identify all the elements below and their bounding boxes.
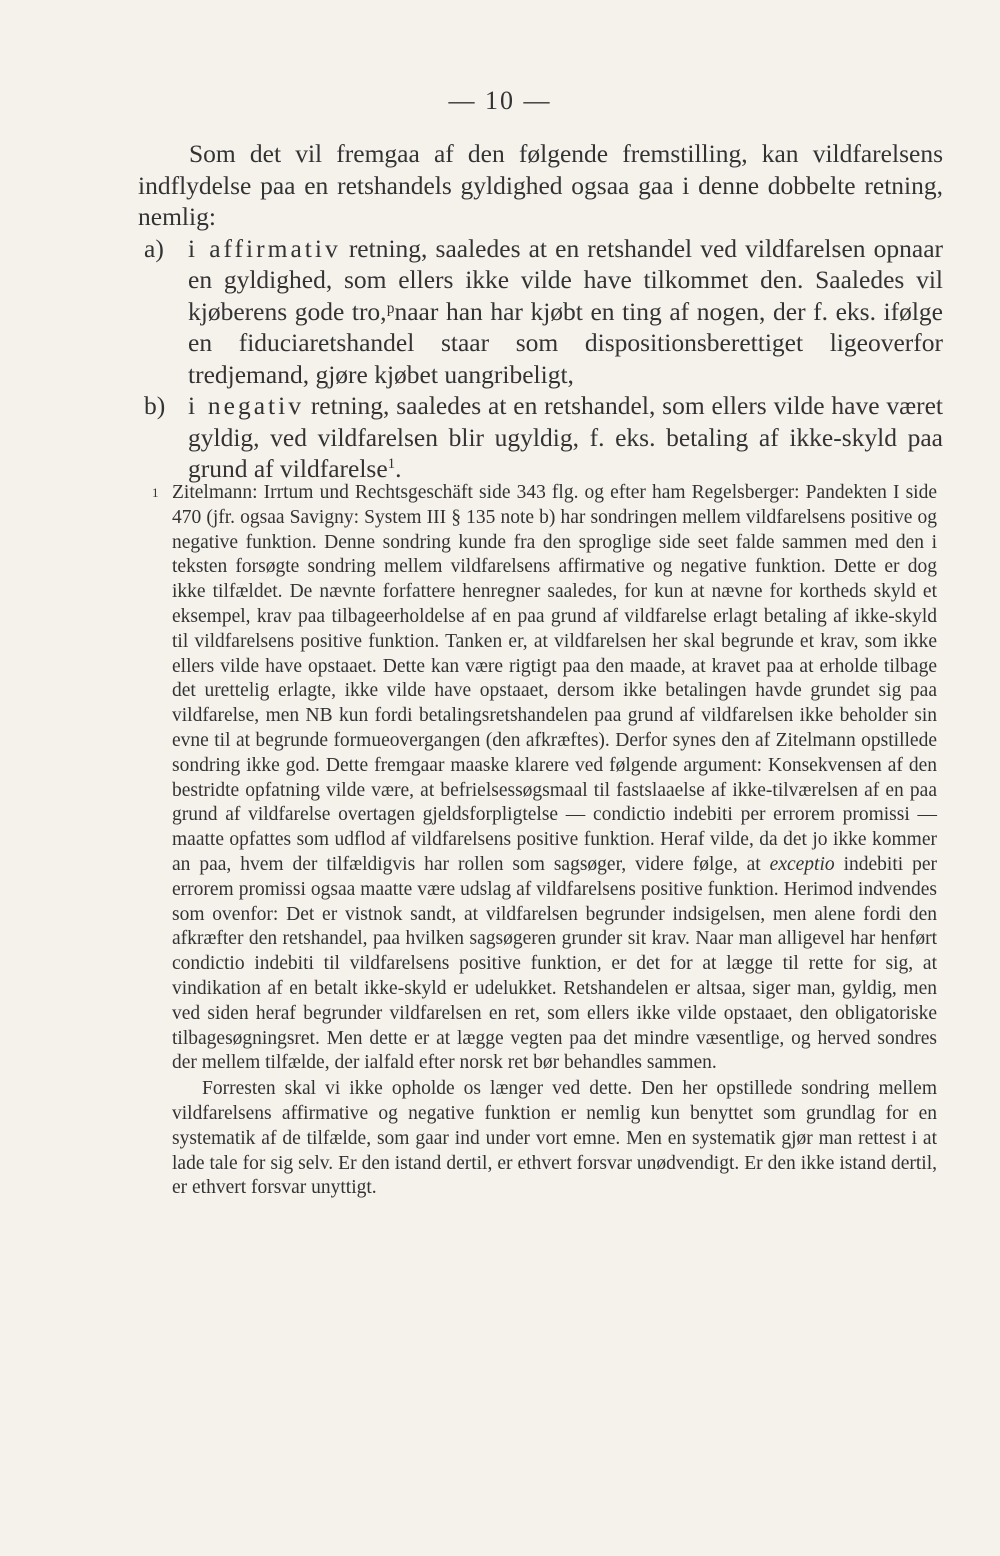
item-a-spaced: i affirmativ — [188, 233, 341, 263]
footnote-paragraph-1 — [172, 481, 937, 1076]
item-b-end: . — [395, 454, 402, 483]
item-a-text: retning, saaledes at en retshandel ved vildfarelsen opnaar en gyldighed, som ellers ikke vilde have tilkommet den. Saaledes vil kjøberens gode tro,ᵖnaar han har kjøbt en ting af nogen, der f. eks. ifølge en fiduciaretshandel staar som dispositionsberettiget ligeoverfor tredjemand, gjøre kjøbet uangribeligt, — [188, 233, 943, 389]
item-b-spaced: i negativ — [188, 391, 304, 420]
page-number: — 10 — — [448, 86, 552, 115]
list-item-a — [138, 233, 943, 391]
list-item-b — [138, 390, 943, 485]
footnote-paragraph-2: Forresten skal vi ikke opholde os længer ved dette. Den her opstillede sondring mellem vildfarelsens affirmative og negative funktion er nemlig kun benyttet som grundlag for en systematik af de tilfælde, som gaar ind under vort emne. Men en systematik gjør man rettest i at lade tale for sig selv. Er den istand dertil, er ethvert forsvar unødvendigt. Er den ikke istand dertil, er ethvert forsvar unyttigt. — [172, 1078, 937, 1199]
item-b-text: retning, saaledes at en retshandel, som ellers vilde have været gyldig, ved vildfarelsen blir ugyldig, f. eks. betaling af ikke-skyld paa grund af vildfarelse — [188, 391, 944, 483]
footnote-text-a: Zitelmann: Irrtum und Rechtsgeschäft side 343 flg. og efter ham Regelsberger: Pandekten I side 470 (jfr. ogsaa Savigny: System III § 135 note b) har sondringen mellem vildfarelsens positive og negative funktion. Denne sondring kunde fra den sproglige side seet falde sammen med den i teksten forsøgte sondring mellem vildfarelsens affirmative og negative funktion. Dette er dog ikke tilfældet. De nævnte forfattere henregner saaledes, for kun at nævne for kortheds skyld et eksempel, krav paa tilbageerholdelse af en paa grund af vildfarelse erlagt betaling af ikke-skyld til vildfarelsens positive funktion. Tanken er, at vildfarelsen her skal begrunde et krav, som ikke ellers vilde have opstaaet. Dette kan være rigtigt paa den maade, at kravet paa at erholde tilbage det urettelig erlagte, ikke vilde have opstaaet, dersom ikke betalingen havde grundet sig paa vildfarelse, men NB kun fordi betalingsretshandelen paa grund af vildfarelsen ikke beholder sin evne til at begrunde formueovergangen (den afkræftes). Derfor synes den af Zitelmann opstillede sondring ikke god. Dette fremgaar maaske klarere ved følgende argument: Konsekvensen af den bestridte opfatning vilde være, at befrielsessøgsmaal til fastslaaelse af ikke-tilværelsen af en paa grund af vildfarelse overtagen gjeldsforpligtelse — condictio indebiti per errorem promissi — maatte opfattes som udflod af vildfarelsens positive funktion. Heraf vilde, da det jo ikke kommer an paa, hvem der tilfældigvis har rollen som sagsøger, videre følge, at — [172, 482, 937, 875]
intro-paragraph: Som det vil fremgaa af den følgende fremstilling, kan vildfarelsens indflydelse paa en retshandels gyldighed ogsaa gaa i denne dobbelte retning, nemlig: — [138, 139, 943, 231]
footnote-reference: 1 — [387, 456, 396, 472]
footnote — [152, 481, 937, 1201]
main-text — [138, 138, 943, 485]
footnote-italic: exceptio — [769, 853, 835, 875]
footnote-mark: 1 — [152, 485, 159, 500]
item-b-label: b) — [144, 391, 166, 420]
footnote-text-b: indebiti per errorem promissi ogsaa maatte være udslag af vildfarelsens positive funktion. Herimod indvendes som ovenfor: Det er vistnok sandt, at vildfarelsen begrunder indsigelsen, men alene fordi den afkræfter den retshandel, paa hvilken sagsøgeren grunder sit krav. Naar man alligevel har henført condictio indebiti til vildfarelsens positive funktion, er det for at lægge til rette for sig, at vindikation af en betalt ikke-skyld er udelukket. Retshandelen er altsaa, siger man, gyldig, men ved siden heraf begrunder vildfarelsen en ret, som ellers ikke vilde opstaaet, den obligatoriske tilbagesøgningsret. Men dette er at lægge vegten paa det mindre væsentlige, og herved sondres der mellem tilfælde, der ialfald efter norsk ret bør behandles sammen. — [172, 853, 937, 1074]
item-a-label: a) — [144, 233, 164, 263]
